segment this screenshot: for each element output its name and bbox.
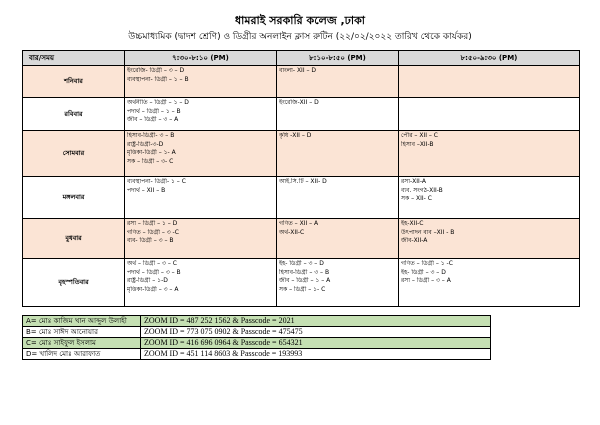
class-entry: কৃষি -XII – D	[279, 132, 312, 139]
class-entry: ব্যব- ডিগ্রী – ৩ – B	[127, 237, 174, 245]
class-entry: রসা – ডিগ্রী – ১ – D	[127, 220, 178, 227]
class-cell-slot1	[125, 66, 277, 98]
class-entry: মৃত্তিকা-ডিগ্রী – ৩ – A	[127, 285, 179, 293]
day-cell: রবিবার	[23, 98, 125, 131]
zoom-row	[23, 316, 491, 327]
class-entry: রাষ্ট্র-ডিগ্রী – ১-D	[127, 277, 168, 285]
class-entry: গণিত – ডিগ্রী – ১ -C	[401, 260, 453, 267]
zoom-info-table	[22, 315, 491, 360]
class-entry: বাংলা- XII – D	[279, 67, 317, 74]
class-entry: ব্যবস্থাপনা- ডিগ্রী- ১ – C	[127, 178, 186, 185]
class-entry: আই.সি.টি – XII- D	[279, 178, 327, 185]
college-title: ধামরাই সরকারি কলেজ ,ঢাকা	[235, 14, 365, 27]
teacher-code: C= মোঃ সাইফুল ইসলাম	[23, 338, 141, 349]
class-cell-slot2	[277, 219, 399, 259]
class-entry: রাষ্ট্র-ডিগ্রী-৩-D	[127, 140, 164, 148]
zoom-credentials: ZOOM ID = 773 075 0902 & Passcode = 475475	[141, 327, 491, 338]
class-entry: ইহ-XII-C	[401, 220, 424, 227]
zoom-row	[23, 327, 491, 338]
teacher-code: B= মোঃ সাঈদ আনোয়ার	[23, 327, 141, 338]
class-routine-table	[22, 50, 580, 307]
class-entry: পৌর – XII – C	[401, 132, 438, 139]
class-entry: রসা-XII-A	[401, 178, 426, 185]
class-entry: হিসাব-ডিগ্রী- ৩ – B	[127, 132, 175, 139]
header-day: বার/সময়	[23, 51, 125, 66]
class-cell-slot1	[125, 131, 277, 177]
zoom-credentials: ZOOM ID = 451 114 8603 & Passcode = 193993	[141, 349, 491, 360]
header-slot-1: ৭:৩০-৮:১০ (PM)	[125, 51, 277, 66]
routine-header-row	[23, 51, 580, 66]
class-entry: অর্থনীতি – ডিগ্রী – ১ – D	[127, 99, 189, 106]
class-entry: জীব – ডিগ্রী – ১ – A	[279, 277, 331, 285]
class-entry: পদার্থ – ডিগ্রী – ১ – B	[127, 107, 181, 115]
routine-row	[23, 259, 580, 307]
class-entry: ইহ- ডিগ্রী – ৩ – D	[401, 268, 446, 276]
class-entry: হিসাব –XII-B	[401, 140, 434, 148]
class-cell-slot2	[277, 66, 399, 98]
class-cell-slot3	[399, 259, 580, 307]
class-entry: অর্থ-XII-C	[279, 228, 305, 236]
routine-subtitle: উচ্চমাধ্যমিক (দ্বাদশ শ্রেণি) ও ডিগ্রীর অনলাইন ক্লাস রুটিন (২২/০২/২০২২ তারিখ থেকে কার্যকর)	[128, 32, 472, 42]
class-cell-slot3	[399, 131, 580, 177]
routine-row	[23, 177, 580, 219]
class-entry: জীব – ডিগ্রী – ৩ – A	[127, 116, 179, 124]
class-entry: রসা – ডিগ্রী – ৩ – A	[401, 277, 451, 285]
teacher-code: D= খালিদ মোঃ আরাফাত	[23, 349, 141, 360]
class-entry: অর্থ – ডিগ্রী – ৩ – C	[127, 260, 177, 267]
class-cell-slot2	[277, 131, 399, 177]
class-cell-slot3	[399, 66, 580, 98]
header-slot-3: ৮:৫০-৯:৩০ (PM)	[399, 51, 580, 66]
class-entry: হিসাব-ডিগ্রী – ৩ – B	[279, 268, 330, 276]
routine-row	[23, 131, 580, 177]
zoom-credentials: ZOOM ID = 487 252 1562 & Passcode = 2021	[141, 316, 491, 327]
class-entry: পদার্থ – XII – B	[127, 186, 166, 194]
header-slot-2: ৮:১০-৮:৫০ (PM)	[277, 51, 399, 66]
day-cell: বুধবার	[23, 219, 125, 259]
class-entry: উৎপাদন ব্যব –XII - B	[401, 228, 455, 236]
class-entry: জীব-XII-A	[401, 237, 428, 245]
class-entry: গণিত – ডিগ্রী – ৩ -C	[127, 228, 179, 236]
class-entry: পদার্থ – ডিগ্রী – ৩ – B	[127, 268, 181, 276]
class-entry: মৃত্তিকা-ডিগ্রী – ১- A	[127, 149, 176, 157]
class-entry: সক – ডিগ্রী – ১- C	[279, 285, 326, 293]
class-cell-slot1	[125, 219, 277, 259]
class-cell-slot1	[125, 177, 277, 219]
class-entry: ইহ- ডিগ্রী – ৩ – D	[279, 260, 324, 267]
class-entry: ব্যব. সংগঠ-XII-B	[401, 186, 443, 194]
class-cell-slot1	[125, 259, 277, 307]
zoom-row	[23, 349, 491, 360]
zoom-credentials: ZOOM ID = 416 696 0964 & Passcode = 654321	[141, 338, 491, 349]
class-entry: ইংরেজি-XII – D	[279, 99, 319, 106]
routine-row	[23, 219, 580, 259]
class-entry: ইংরেজি- ডিগ্রী – ৩ – D	[127, 67, 185, 74]
class-entry: সক – XII- C	[401, 195, 432, 203]
class-cell-slot3	[399, 177, 580, 219]
routine-row	[23, 98, 580, 131]
class-cell-slot2	[277, 98, 399, 131]
day-cell: মঙ্গলবার	[23, 177, 125, 219]
day-cell: শনিবার	[23, 66, 125, 98]
class-cell-slot1	[125, 98, 277, 131]
routine-row	[23, 66, 580, 98]
class-cell-slot2	[277, 177, 399, 219]
day-cell: সোমবার	[23, 131, 125, 177]
class-cell-slot3	[399, 219, 580, 259]
class-cell-slot3	[399, 98, 580, 131]
class-entry: গণিত – XII – A	[279, 220, 319, 227]
teacher-code: A= মোঃ কাজিম খান আব্দুল উলাহী	[23, 316, 141, 327]
day-cell: বৃহস্পতিবার	[23, 259, 125, 307]
class-entry: ব্যবস্থাপনা- ডিগ্রী – ১ – B	[127, 75, 189, 83]
class-entry: সক – ডিগ্রী – ৩- C	[127, 157, 174, 165]
zoom-row	[23, 338, 491, 349]
class-cell-slot2	[277, 259, 399, 307]
